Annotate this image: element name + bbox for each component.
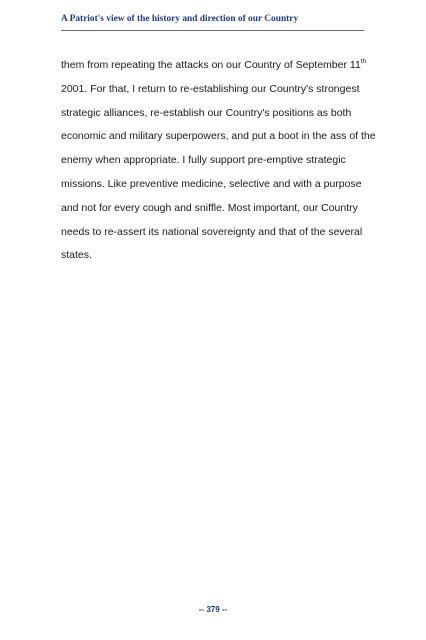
paragraph-line: missions. Like preventive medicine, selective and with a purpose bbox=[61, 177, 362, 190]
paragraph-line: enemy when appropriate. I fully support pre-emptive strategic bbox=[61, 154, 346, 167]
paragraph-line: strategic alliances, re-establish our Country's positions as both bbox=[61, 106, 352, 119]
page-number: -- 379 -- bbox=[198, 605, 228, 614]
paragraph-line: states. bbox=[61, 249, 92, 262]
paragraph-line: economic and military superpowers, and put a boot in the ass of the bbox=[61, 130, 376, 143]
paragraph-line: them from repeating the attacks on our Country of September 11th bbox=[61, 58, 367, 71]
paragraph-line: needs to re-assert its national sovereignty and that of the several bbox=[61, 225, 363, 238]
header-divider bbox=[61, 30, 364, 31]
paragraph-line: and not for every cough and sniffle. Most important, our Country bbox=[61, 201, 358, 214]
body-paragraph bbox=[61, 54, 376, 268]
ordinal-superscript: th bbox=[360, 58, 367, 65]
paragraph-line: 2001. For that, I return to re-establishing our Country's strongest bbox=[61, 82, 360, 95]
running-header: A Patriot's view of the history and direction of our Country bbox=[61, 14, 299, 24]
